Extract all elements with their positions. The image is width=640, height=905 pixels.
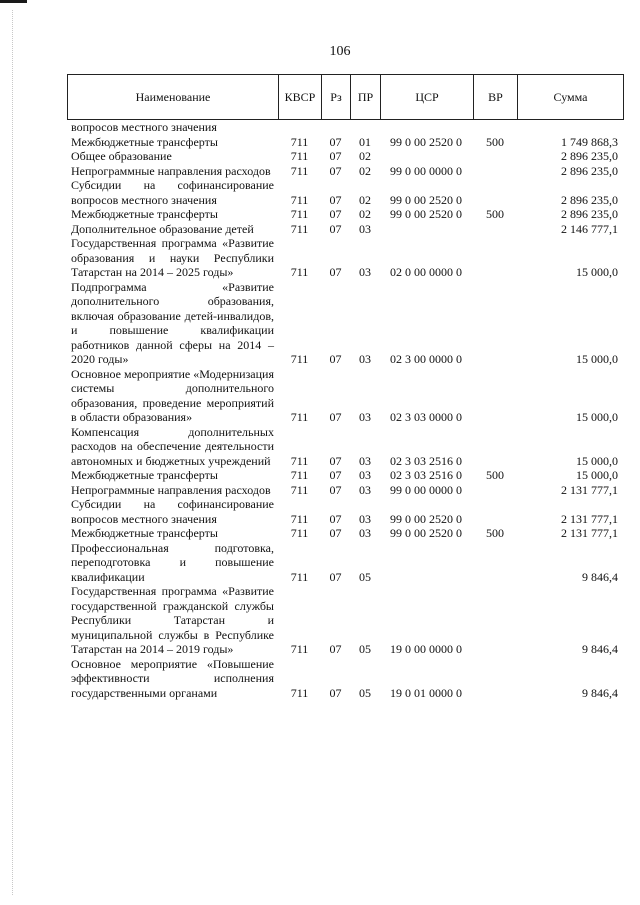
cell-csr: 99 0 00 2520 0 xyxy=(390,526,462,540)
cell-name: вопросов местного значения xyxy=(71,120,217,134)
cell-kvsr: 711 xyxy=(290,207,309,221)
header-pr: ПР xyxy=(351,75,381,120)
cell-pr: 03 xyxy=(359,265,371,279)
cell-sum: 15 000,0 xyxy=(576,468,618,482)
cell-vr xyxy=(473,280,517,367)
cell-name: Общее образование xyxy=(71,149,172,163)
cell-name: Субсидии на софинансирование вопросов местного значения xyxy=(71,178,274,207)
cell-vr xyxy=(473,222,517,237)
table-row xyxy=(71,367,618,425)
cell-sum: 9 846,4 xyxy=(582,569,618,584)
cell-csr: 02 3 03 2516 0 xyxy=(390,453,462,468)
cell-sum: 2 131 777,1 xyxy=(561,526,618,540)
cell-sum: 2 896 235,0 xyxy=(561,192,618,207)
cell-pr: 02 xyxy=(359,192,371,207)
cell-name: Профессиональная подготовка, переподготовка и повышение квалификации xyxy=(71,540,274,584)
cell-rz: 07 xyxy=(329,685,342,700)
cell-pr: 03 xyxy=(359,526,371,540)
table-row xyxy=(71,468,618,483)
cell-pr: 05 xyxy=(359,642,371,656)
cell-vr: 500 xyxy=(486,468,504,482)
cell-name: Субсидии на софинансирование вопросов местного значения xyxy=(71,497,274,526)
binding-margin-line xyxy=(12,10,13,895)
cell-pr: 03 xyxy=(359,511,371,526)
cell-csr: 99 0 00 0000 0 xyxy=(390,482,462,497)
cell-rz: 07 xyxy=(329,192,342,207)
cell-pr: 03 xyxy=(359,482,371,497)
cell-vr xyxy=(473,584,517,657)
cell-sum: 2 131 777,1 xyxy=(561,511,618,526)
cell-sum xyxy=(517,120,618,135)
cell-rz: 07 xyxy=(329,482,342,497)
cell-kvsr: 711 xyxy=(290,352,309,366)
cell-vr xyxy=(473,164,517,179)
cell-kvsr: 711 xyxy=(290,453,309,468)
table-row xyxy=(71,135,618,150)
cell-pr: 02 xyxy=(359,149,371,163)
table-row xyxy=(71,236,618,280)
cell-rz: 07 xyxy=(329,642,342,656)
cell-sum: 9 846,4 xyxy=(582,685,618,700)
cell-csr: 99 0 00 2520 0 xyxy=(390,134,462,149)
cell-csr xyxy=(380,541,473,585)
cell-csr: 02 3 03 0000 0 xyxy=(390,410,462,424)
table-row xyxy=(71,178,618,207)
cell-sum: 2 131 777,1 xyxy=(561,482,618,497)
cell-kvsr: 711 xyxy=(290,685,309,700)
cell-rz: 07 xyxy=(329,453,342,468)
cell-csr xyxy=(380,222,473,237)
table-row xyxy=(71,541,618,585)
cell-name: Непрограммные направления расходов xyxy=(71,163,271,178)
cell-kvsr xyxy=(278,120,321,135)
cell-rz: 07 xyxy=(329,134,342,149)
cell-name: Основное мероприятие «Модернизация системы дополнительного образования, проведение мероприятий в области образования» xyxy=(71,366,274,424)
cell-vr xyxy=(473,178,517,207)
cell-csr: 02 3 03 2516 0 xyxy=(390,468,462,482)
cell-sum: 2 896 235,0 xyxy=(561,207,618,221)
cell-pr xyxy=(350,120,380,135)
cell-vr xyxy=(473,541,517,585)
cell-vr xyxy=(473,149,517,164)
cell-kvsr: 711 xyxy=(290,163,309,178)
header-rz: Рз xyxy=(322,75,351,120)
page-number: 106 xyxy=(329,44,351,59)
table-row xyxy=(71,120,618,135)
cell-kvsr: 711 xyxy=(290,642,309,656)
cell-csr: 99 0 00 0000 0 xyxy=(390,163,462,178)
cell-csr: 99 0 00 2520 0 xyxy=(390,192,462,207)
cell-vr xyxy=(473,120,517,135)
cell-vr xyxy=(473,236,517,280)
cell-vr xyxy=(473,657,517,701)
cell-rz: 07 xyxy=(329,352,342,366)
cell-sum: 15 000,0 xyxy=(576,352,618,366)
cell-pr: 05 xyxy=(359,569,371,584)
table-row xyxy=(71,207,618,222)
cell-pr: 05 xyxy=(359,685,371,700)
cell-name: Межбюджетные трансферты xyxy=(71,207,218,221)
cell-kvsr: 711 xyxy=(290,134,309,149)
cell-kvsr: 711 xyxy=(290,265,309,279)
cell-name: Государственная программа «Развитие образования и науки Республики Татарстан на 2014 – 2025 годы» xyxy=(71,236,274,279)
cell-name: Государственная программа «Развитие государственной гражданской службы Республики Татарстан и муниципальной службы в Республике Татарстан на 2014 – 2019 годы» xyxy=(71,584,274,656)
cell-pr: 03 xyxy=(359,468,371,482)
cell-kvsr: 711 xyxy=(290,410,309,424)
table-row xyxy=(71,425,618,469)
cell-sum: 15 000,0 xyxy=(576,265,618,279)
cell-name: Основное мероприятие «Повышение эффективности исполнения государственными органами xyxy=(71,656,274,700)
cell-name: Межбюджетные трансферты xyxy=(71,134,218,149)
table-row xyxy=(71,222,618,237)
cell-sum: 2 146 777,1 xyxy=(561,221,618,236)
cell-sum: 15 000,0 xyxy=(576,410,618,424)
header-name: Наименование xyxy=(68,75,279,120)
cell-sum: 15 000,0 xyxy=(576,453,618,468)
cell-name: Межбюджетные трансферты xyxy=(71,468,218,482)
cell-kvsr: 711 xyxy=(290,221,309,236)
cell-vr xyxy=(473,425,517,469)
table-header xyxy=(67,74,624,120)
cell-rz: 07 xyxy=(329,468,342,482)
cell-kvsr: 711 xyxy=(290,192,309,207)
cell-csr xyxy=(380,120,473,135)
cell-rz: 07 xyxy=(329,526,342,540)
table-row xyxy=(71,497,618,526)
cell-rz: 07 xyxy=(329,569,342,584)
cell-name: Непрограммные направления расходов xyxy=(71,482,271,497)
cell-pr: 03 xyxy=(359,453,371,468)
cell-csr: 99 0 00 2520 0 xyxy=(390,207,462,221)
table-row xyxy=(71,483,618,498)
cell-csr: 19 0 00 0000 0 xyxy=(390,642,462,656)
header-vr: ВР xyxy=(474,75,518,120)
cell-kvsr: 711 xyxy=(290,569,309,584)
cell-rz: 07 xyxy=(329,265,342,279)
cell-vr xyxy=(473,483,517,498)
cell-rz: 07 xyxy=(329,207,342,221)
cell-name: Компенсация дополнительных расходов на обеспечение деятельности автономных и бюджетных учреждений xyxy=(71,424,274,468)
budget-table xyxy=(71,120,618,700)
cell-pr: 02 xyxy=(359,207,371,221)
cell-kvsr: 711 xyxy=(290,482,309,497)
cell-vr: 500 xyxy=(486,134,504,149)
header-kvsr: КВСР xyxy=(279,75,322,120)
cell-sum: 9 846,4 xyxy=(582,642,618,656)
table-row xyxy=(71,164,618,179)
cell-vr: 500 xyxy=(486,207,504,221)
cell-pr: 01 xyxy=(359,134,371,149)
table-row xyxy=(71,149,618,164)
cell-csr xyxy=(380,149,473,164)
cell-vr xyxy=(473,497,517,526)
cell-csr: 19 0 01 0000 0 xyxy=(390,685,462,700)
cell-kvsr: 711 xyxy=(290,511,309,526)
cell-rz: 07 xyxy=(329,163,342,178)
cell-pr: 03 xyxy=(359,410,371,424)
cell-sum: 1 749 868,3 xyxy=(561,134,618,149)
header-row xyxy=(68,75,624,120)
table-row xyxy=(71,584,618,657)
cell-pr: 03 xyxy=(359,352,371,366)
cell-kvsr: 711 xyxy=(290,468,309,482)
cell-pr: 03 xyxy=(359,221,371,236)
cell-name: Межбюджетные трансферты xyxy=(71,526,218,540)
table-row xyxy=(71,657,618,701)
table-row xyxy=(71,526,618,541)
cell-rz xyxy=(321,120,350,135)
cell-kvsr: 711 xyxy=(290,149,309,163)
cell-sum: 2 896 235,0 xyxy=(561,163,618,178)
scan-edge-mark xyxy=(0,0,27,3)
cell-rz: 07 xyxy=(329,149,342,163)
cell-vr: 500 xyxy=(486,526,504,540)
cell-rz: 07 xyxy=(329,410,342,424)
cell-name: Подпрограмма «Развитие дополнительного образования, включая образование детей-инвалидов, и повышение квалификации работников данной сферы на 2014 – 2020 годы» xyxy=(71,279,274,366)
cell-csr: 99 0 00 2520 0 xyxy=(390,511,462,526)
cell-rz: 07 xyxy=(329,511,342,526)
cell-rz: 07 xyxy=(329,221,342,236)
cell-name: Дополнительное образование детей xyxy=(71,221,254,236)
cell-pr: 02 xyxy=(359,163,371,178)
table-row xyxy=(71,280,618,367)
cell-csr: 02 3 00 0000 0 xyxy=(390,352,462,366)
header-csr: ЦСР xyxy=(381,75,474,120)
cell-vr xyxy=(473,367,517,425)
cell-kvsr: 711 xyxy=(290,526,309,540)
header-sum: Сумма xyxy=(518,75,624,120)
cell-sum: 2 896 235,0 xyxy=(561,149,618,163)
cell-csr: 02 0 00 0000 0 xyxy=(390,265,462,279)
